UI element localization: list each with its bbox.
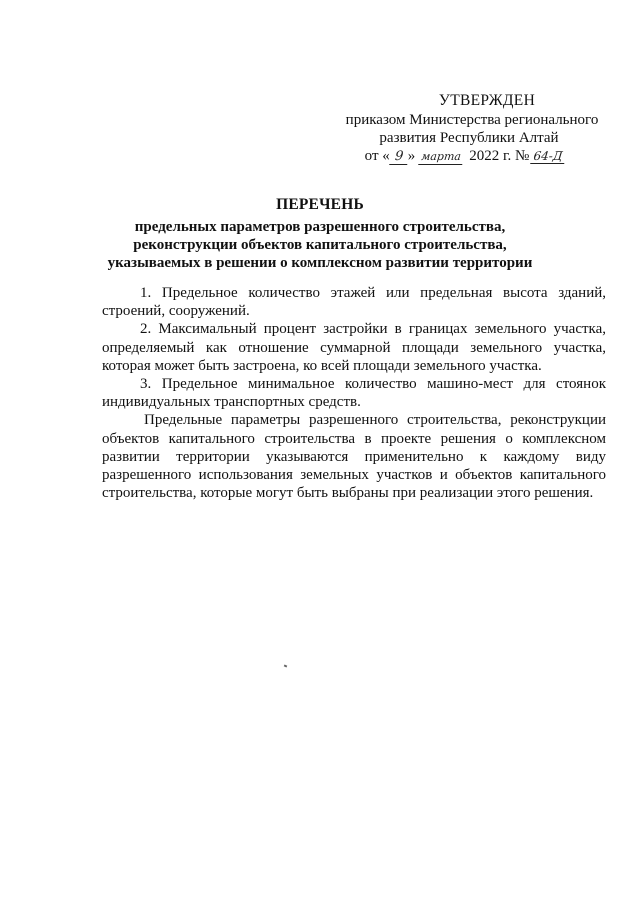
handwritten-month: марта [418,150,464,165]
paragraph-item-2: 2. Максимальный процент застройки в границах земельного участка, определяемый как отношение суммарной площади земельного участка, которая может быть застроена, ко всей площади земельного участка. [102,321,606,374]
approval-date-line [330,147,608,165]
paragraph-summary: Предельные параметры разрешенного строительства, реконструкции объектов капитального строительства в проекте решения о комплексном развитии территории указываются применительно к каждому виду разрешенного использования земельных участков и объектов капитального строительства, которые могут быть выбраны при реализации этого решения. [102,412,606,502]
approval-header: УТВЕРЖДЕН [438,92,536,109]
paragraph-item-3: 3. Предельное минимальное количество машино-мест для стоянок индивидуальных транспортных средств. [102,376,606,411]
document-body [102,284,606,502]
handwritten-number: 64-Д [531,149,567,164]
approval-line-order: приказом Министерства регионального [345,112,599,128]
date-prefix: от « [364,148,390,164]
date-quote-close: » [407,148,416,164]
approval-stamp [330,92,608,165]
document-title-block [96,196,544,272]
approval-line-ministry: развития Республики Алтай [379,130,559,146]
document-subtitle: предельных параметров разрешенного строительства, реконструкции объектов капитального строительства, указываемых в решении о комплексном развитии территории [107,219,533,271]
date-year: 2022 г. [469,148,512,164]
number-prefix: № [515,148,530,164]
scan-speck [284,664,288,667]
document-title: ПЕРЕЧЕНЬ [276,196,364,213]
handwritten-day: 9 [389,150,409,165]
paragraph-item-1: 1. Предельное количество этажей или предельная высота зданий, строений, сооружений. [102,285,606,320]
